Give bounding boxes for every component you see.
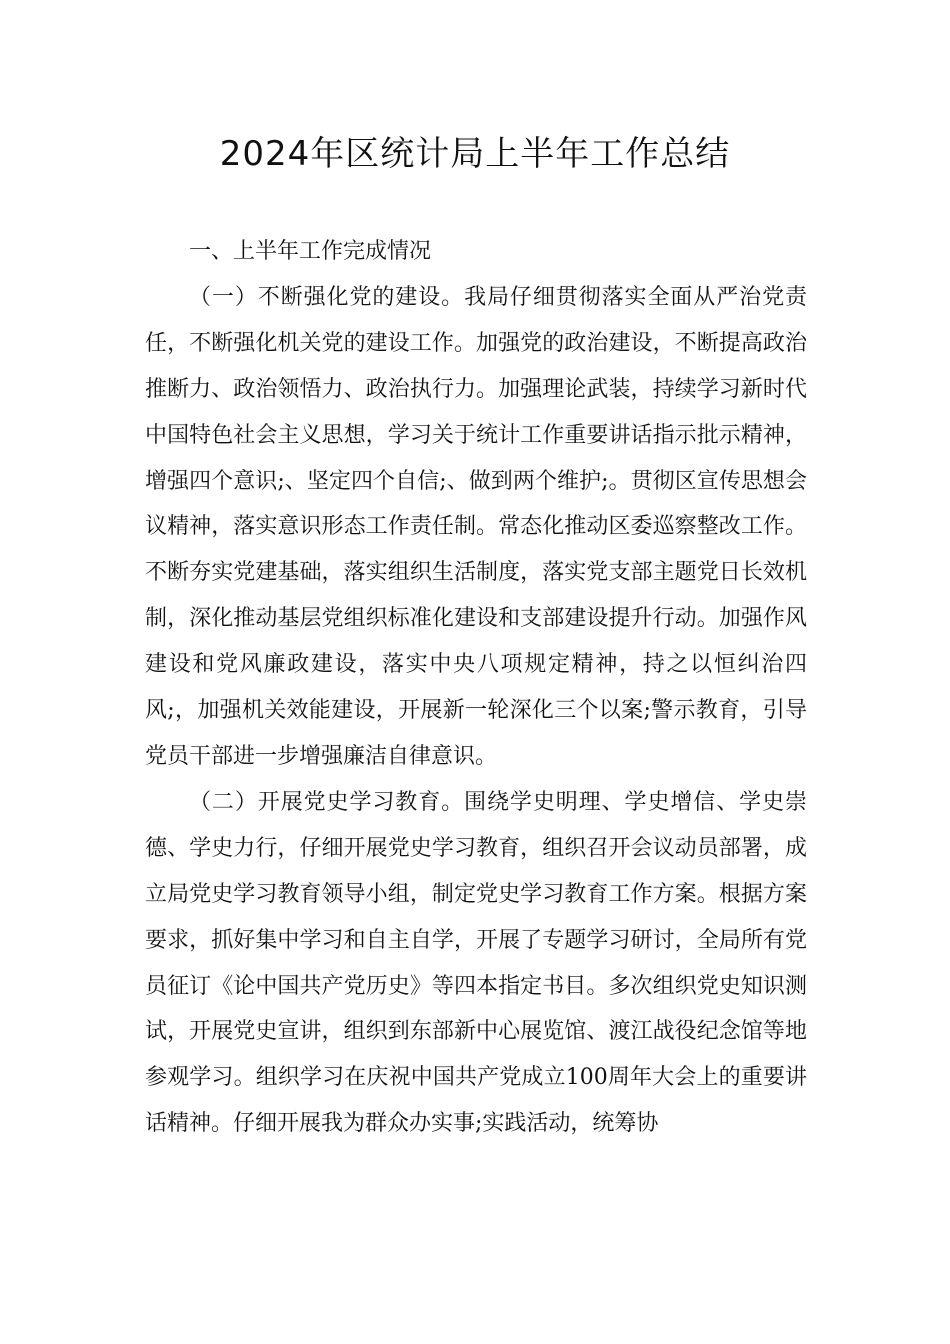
- document-body: [145, 229, 807, 1147]
- paragraph-party-history-education: （二）开展党史学习教育。围绕学史明理、学史增信、学史崇德、学史力行，仔细开展党史学习教育，组织召开会议动员部署，成立局党史学习教育领导小组，制定党史学习教育工作方案。根据方案要求，抓好集中学习和自主自学，开展了专题学习研讨，全局所有党员征订《论中国共产党历史》等四本指定书目。多次组织党史知识测试，开展党史宣讲，组织到东部新中心展览馆、渡江战役纪念馆等地参观学习。组织学习在庆祝中国共产党成立100周年大会上的重要讲话精神。仔细开展我为群众办实事;实践活动，统筹协: [145, 789, 807, 1137]
- section-heading: 一、上半年工作完成情况: [189, 239, 432, 264]
- paragraph-party-building: （一）不断强化党的建设。我局仔细贯彻落实全面从严治党责任，不断强化机关党的建设工作。加强党的政治建设，不断提高政治推断力、政治领悟力、政治执行力。加强理论武装，持续学习新时代中国特色社会主义思想，学习关于统计工作重要讲话指示批示精神，增强四个意识;、坚定四个自信;、做到两个维护;。贯彻区宣传思想会议精神，落实意识形态工作责任制。常态化推动区委巡察整改工作。不断夯实党建基础，落实组织生活制度，落实党支部主题党日长效机制，深化推动基层党组织标准化建设和支部建设提升行动。加强作风建设和党风廉政建设，落实中央八项规定精神，持之以恒纠治四风;，加强机关效能建设，开展新一轮深化三个以案;警示教育，引导党员干部进一步增强廉洁自律意识。: [145, 284, 807, 769]
- document-title: 2024年区统计局上半年工作总结: [219, 134, 731, 174]
